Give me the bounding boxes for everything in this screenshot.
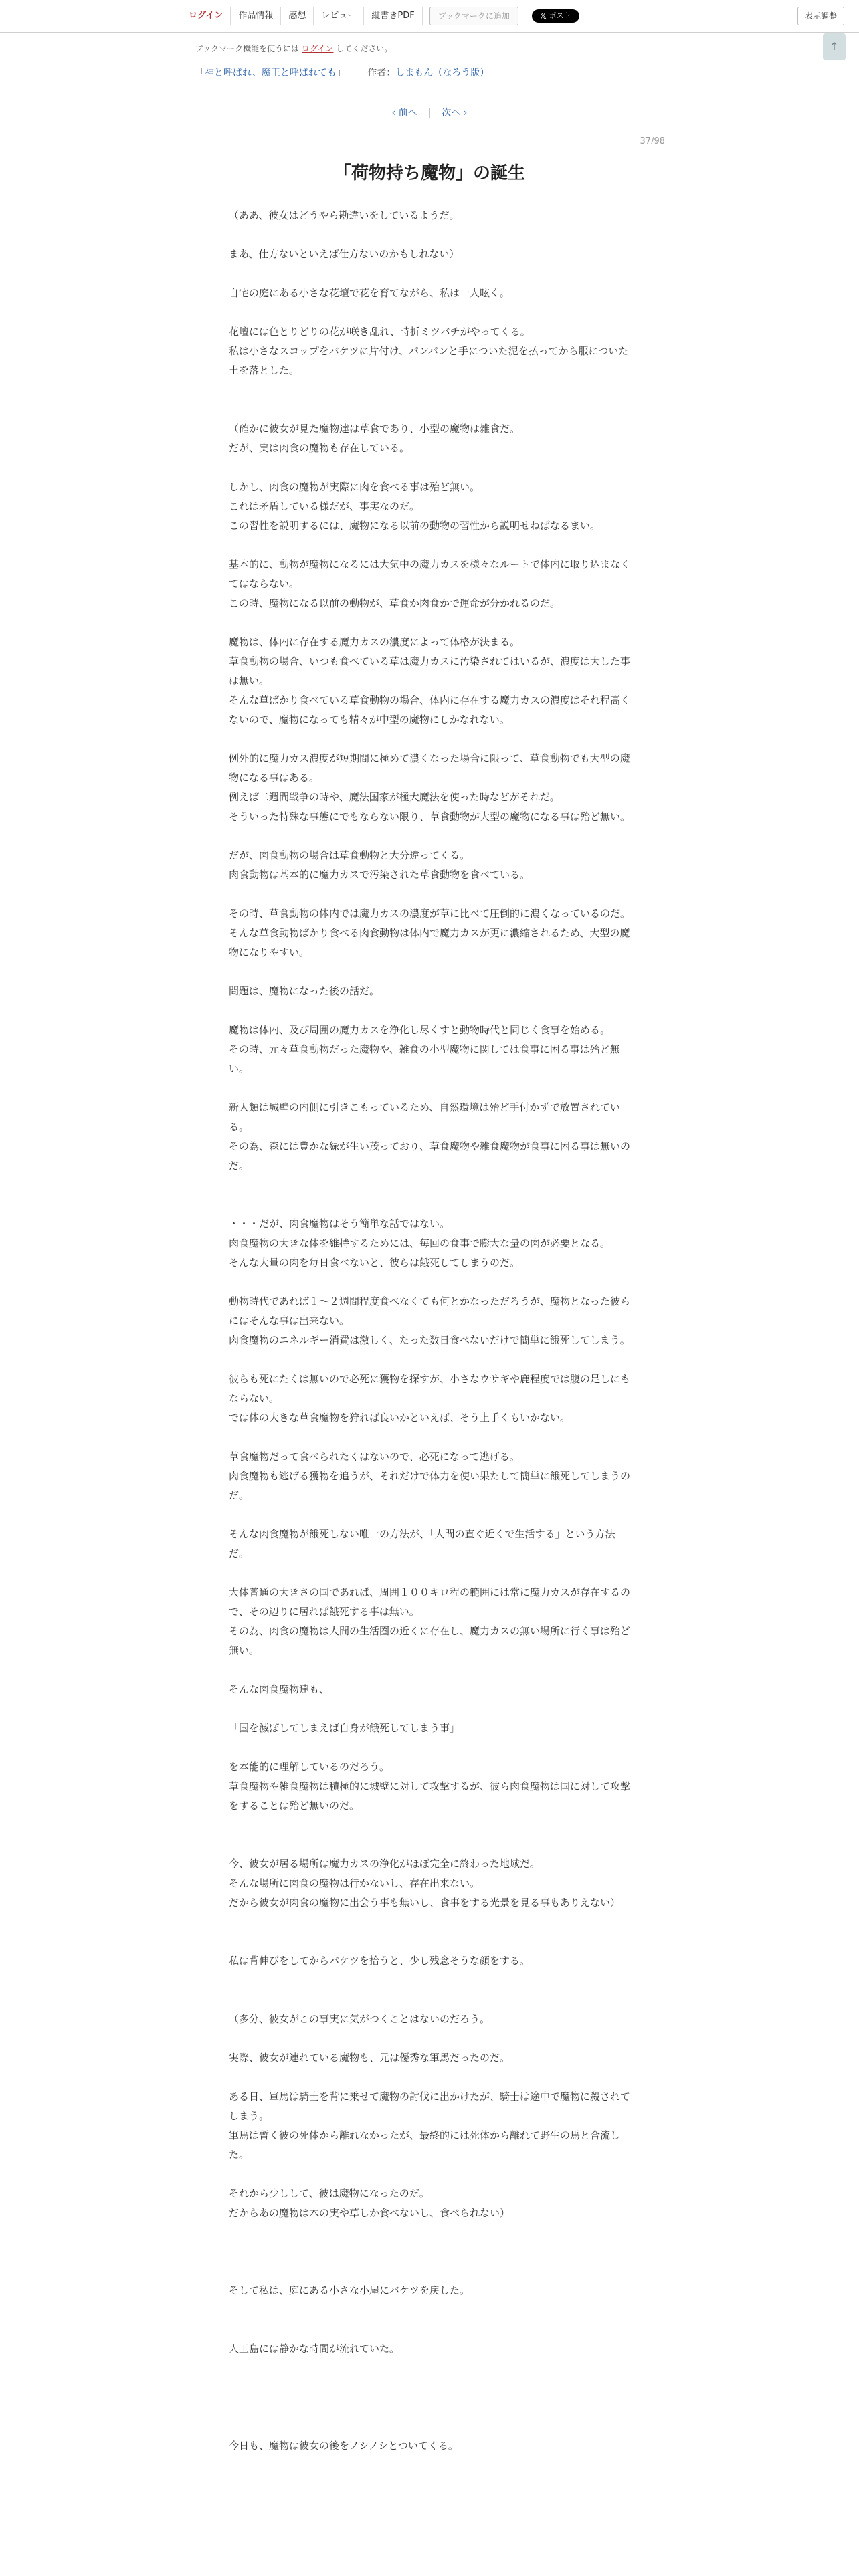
novel-paragraph xyxy=(229,536,630,555)
chapter-title: 「荷物持ち魔物」の誕生 xyxy=(333,163,525,183)
scroll-to-top-button[interactable] xyxy=(823,33,846,60)
novel-paragraph: 彼らも死にたくは無いので必死に獲物を探すが、小さなウサギや鹿程度では腹の足しにもならない。 xyxy=(229,1373,631,1404)
arrow-up-icon: ↑ xyxy=(830,40,839,53)
novel-paragraph: しかし、肉食の魔物が実際に肉を食べる事は殆ど無い。 xyxy=(229,481,480,493)
episode-pager xyxy=(0,106,859,119)
novel-paragraph: では体の大きな草食魔物を狩れば良いかといえば、そう上手くもいかない。 xyxy=(229,1412,571,1424)
novel-paragraph: 私は小さなスコップをバケツに片付け、パンパンと手についた泥を払ってから服についた土を落とした。 xyxy=(229,345,629,377)
novel-paragraph xyxy=(229,400,630,419)
novel-body xyxy=(229,206,630,2456)
novel-paragraph: 実際、彼女が連れている魔物も、元は優秀な軍馬だったのだ。 xyxy=(229,2052,510,2064)
novel-paragraph: 草食魔物や雑食魔物は積極的に城壁に対して攻撃するが、彼ら肉食魔物は国に対して攻撃をすることは殆ど無いのだ。 xyxy=(229,1780,631,1812)
novel-paragraph xyxy=(229,264,630,284)
novel-paragraph: この時、魔物になる以前の動物が、草食か肉食かで運命が分かれるのだ。 xyxy=(229,597,561,609)
novel-paragraph: を本能的に理解しているのだろう。 xyxy=(229,1761,390,1773)
novel-paragraph: 魔物は、体内に存在する魔力カスの濃度によって体格が決まる。 xyxy=(229,636,520,648)
novel-paragraph: そういった特殊な事態にでもならない限り、草食動物が大型の魔物になる事は殆ど無い。 xyxy=(229,811,631,823)
novel-paragraph: その為、肉食の魔物は人間の生活圏の近くに存在し、魔力カスの無い場所に行く事は殆ど無い。 xyxy=(229,1625,631,1656)
novel-paragraph: だから彼女が肉食の魔物に出会う事も無いし、食事をする光景を見る事もありえない） xyxy=(229,1897,621,1909)
novel-paragraph xyxy=(229,1079,630,1098)
nav-vertical-pdf-link[interactable]: 縦書きPDF xyxy=(364,7,422,25)
novel-paragraph xyxy=(229,1660,630,1680)
author-link[interactable]: しまもん（なろう版） xyxy=(395,68,490,78)
novel-paragraph xyxy=(229,1738,630,1757)
x-share-label: ポスト xyxy=(549,11,571,20)
login-notice-suffix: してください。 xyxy=(336,44,393,53)
novel-paragraph: だが、肉食動物の場合は草食動物と大分違ってくる。 xyxy=(229,849,470,861)
login-notice xyxy=(195,43,392,54)
novel-paragraph xyxy=(229,1816,630,1835)
novel-paragraph xyxy=(229,225,630,245)
novel-paragraph: だからあの魔物は木の実や草しか食べないし、食べられない） xyxy=(229,2207,510,2219)
series-close-bracket: 」 xyxy=(336,68,346,78)
novel-paragraph: 今、彼女が居る場所は魔力カスの浄化がほぼ完全に終わった地域だ。 xyxy=(229,1858,540,1870)
novel-paragraph: 基本的に、動物が魔物になるには大気中の魔力カスを様々なルートで体内に取り込まなくてはならない。 xyxy=(229,558,631,590)
novel-paragraph: 花壇には色とりどりの花が咲き乱れ、時折ミツバチがやってくる。 xyxy=(229,326,531,338)
nav-login-link[interactable]: ログイン xyxy=(181,7,231,25)
novel-paragraph xyxy=(229,613,630,633)
novel-paragraph xyxy=(229,1350,630,1370)
novel-paragraph xyxy=(229,2417,630,2436)
novel-paragraph: 自宅の庭にある小さな花壇で花を育てながら、私は一人呟く。 xyxy=(229,287,510,299)
novel-paragraph xyxy=(229,1932,630,1951)
novel-paragraph xyxy=(229,2378,630,2397)
novel-paragraph: 肉食動物は基本的に魔力カスで汚染された草食動物を食べている。 xyxy=(229,869,531,881)
x-share-button[interactable] xyxy=(532,9,579,23)
novel-paragraph xyxy=(229,1505,630,1525)
novel-paragraph xyxy=(229,827,630,846)
novel-paragraph xyxy=(229,1699,630,1719)
novel-paragraph xyxy=(229,1564,630,1583)
novel-paragraph: 肉食魔物のエネルギー消費は激しく、たった数日食べないだけで簡単に餓死してしまう。 xyxy=(229,1334,630,1346)
novel-paragraph xyxy=(229,2165,630,2184)
novel-paragraph: 草食魔物だって食べられたくはないので、必死になって逃げる。 xyxy=(229,1451,520,1463)
novel-paragraph xyxy=(229,2320,630,2339)
novel-paragraph: そんな肉食魔物が餓死しない唯一の方法が、「人間の直ぐ近くで生活する」という方法だ。 xyxy=(229,1528,615,1560)
novel-paragraph xyxy=(229,2223,630,2242)
series-info xyxy=(195,66,489,79)
login-notice-prefix: ブックマーク機能を使うには xyxy=(195,44,300,53)
next-episode-link[interactable]: 次へ › xyxy=(442,108,468,118)
nav-review-link[interactable]: レビュー xyxy=(314,7,364,25)
login-notice-link[interactable]: ログイン xyxy=(302,44,334,53)
novel-paragraph xyxy=(229,2242,630,2262)
novel-paragraph: それから少しして、彼は魔物になったのだ。 xyxy=(229,2187,430,2199)
nav-menu xyxy=(181,7,579,25)
novel-paragraph: その時、元々草食動物だった魔物や、雑食の小型魔物に関しては食事に困る事は殆ど無い。 xyxy=(229,1043,620,1075)
series-title-link[interactable]: 神と呼ばれ、魔王と呼ばれても xyxy=(205,68,337,78)
novel-paragraph xyxy=(229,381,630,400)
top-nav-bar xyxy=(0,0,859,33)
novel-paragraph xyxy=(229,1428,630,1447)
add-bookmark-button[interactable]: ブックマークに追加 xyxy=(430,7,518,25)
novel-paragraph: ・・・だが、肉食魔物はそう簡単な話ではない。 xyxy=(229,1218,450,1230)
novel-paragraph: そんな場所に肉食の魔物は行かないし、存在出来ない。 xyxy=(229,1877,480,1889)
novel-paragraph xyxy=(229,303,630,322)
novel-paragraph xyxy=(229,2359,630,2378)
novel-paragraph: 人工島には静かな時間が流れていた。 xyxy=(229,2343,400,2355)
novel-paragraph xyxy=(229,1195,630,1214)
novel-paragraph: そんな草食動物ばかり食べる肉食動物は体内で魔力カスが更に濃縮されるため、大型の魔物になりやすい。 xyxy=(229,927,630,958)
novel-paragraph: 私は背伸びをしてからバケツを拾うと、少し残念そうな顔をする。 xyxy=(229,1955,530,1967)
nav-work-info-link[interactable]: 作品情報 xyxy=(231,7,281,25)
novel-paragraph xyxy=(229,1273,630,1292)
pager-separator: | xyxy=(427,108,432,118)
novel-paragraph: そんな草ばかり食べている草食動物の場合、体内に存在する魔力カスの濃度はそれ程高くないので、魔物になっても精々が中型の魔物にしかなれない。 xyxy=(229,694,631,726)
novel-paragraph: 新人類は城壁の内側に引きこもっているため、自然環境は殆ど手付かずで放置されている。 xyxy=(229,1101,620,1133)
novel-paragraph: 軍馬は暫く彼の死体から離れなかったが、最終的には死体から離れて野生の馬と合流した。 xyxy=(229,2129,621,2161)
novel-paragraph: 今日も、魔物は彼女の後をノシノシとついてくる。 xyxy=(229,2440,458,2452)
novel-paragraph xyxy=(229,1835,630,1854)
novel-paragraph xyxy=(229,458,630,477)
novel-paragraph: 肉食魔物の大きな体を維持するためには、毎回の食事で膨大な量の肉が必要となる。 xyxy=(229,1237,611,1249)
novel-paragraph: これは矛盾している様だが、事実なのだ。 xyxy=(229,500,420,512)
novel-paragraph: 大体普通の大きさの国であれば、周囲１００キロ程の範囲には常に魔力カスが存在するので、その辺りに居れば餓死する事は無い。 xyxy=(229,1586,631,1618)
novel-paragraph xyxy=(229,1913,630,1932)
novel-paragraph xyxy=(229,2068,630,2087)
novel-paragraph: 動物時代であれば１～２週間程度食べなくても何とかなっただろうが、魔物となった彼らにはそんな事は出来ない。 xyxy=(229,1295,631,1327)
author-label: 作者： xyxy=(367,68,396,78)
novel-paragraph: 肉食魔物も逃げる獲物を追うが、それだけで体力を使い果たして簡単に餓死してしまうのだ。 xyxy=(229,1470,631,1501)
episode-number: 37/98 xyxy=(640,136,665,146)
novel-paragraph: だが、実は肉食の魔物も存在している。 xyxy=(229,442,410,454)
novel-paragraph: その時、草食動物の体内では魔力カスの濃度が草に比べて圧倒的に濃くなっているのだ。 xyxy=(229,907,631,920)
novel-paragraph: 魔物は体内、及び周囲の魔力カスを浄化し尽くすと動物時代と同じく食事を始める。 xyxy=(229,1024,611,1036)
novel-paragraph: そんな大量の肉を毎日食べないと、彼らは餓死してしまうのだ。 xyxy=(229,1257,520,1269)
novel-paragraph xyxy=(229,1971,630,1990)
novel-paragraph: （確かに彼女が見た魔物達は草食であり、小型の魔物は雑食だ。 xyxy=(229,423,520,435)
novel-paragraph xyxy=(229,962,630,982)
x-logo-icon: 𝕏 xyxy=(539,11,547,21)
novel-paragraph xyxy=(229,2262,630,2281)
novel-paragraph xyxy=(229,730,630,749)
novel-paragraph xyxy=(229,885,630,904)
novel-paragraph: 例外的に魔力カス濃度が短期間に極めて濃くなった場合に限って、草食動物でも大型の魔物になる事はある。 xyxy=(229,752,630,784)
novel-paragraph: 例えば二週間戦争の時や、魔法国家が極大魔法を使った時などがそれだ。 xyxy=(229,791,560,803)
display-settings-button[interactable]: 表示調整 xyxy=(797,7,844,25)
novel-paragraph xyxy=(229,2029,630,2048)
novel-paragraph: ある日、軍馬は騎士を背に乗せて魔物の討伐に出かけたが、騎士は途中で魔物に殺されてしまう。 xyxy=(229,2090,631,2122)
novel-paragraph: 草食動物の場合、いつも食べている草は魔力カスに汚染されてはいるが、濃度は大した事は無い。 xyxy=(229,655,631,687)
novel-paragraph xyxy=(229,2300,630,2320)
novel-paragraph xyxy=(229,1001,630,1021)
prev-episode-link[interactable]: ‹ 前へ xyxy=(391,108,417,118)
novel-paragraph: その為、森には豊かな緑が生い茂っており、草食魔物や雑食魔物が食事に困る事は無いのだ。 xyxy=(229,1140,631,1172)
novel-paragraph xyxy=(229,1176,630,1195)
novel-paragraph: （ああ、彼女はどうやら勘違いをしているようだ。 xyxy=(229,209,460,221)
novel-paragraph: そして私は、庭にある小さな小屋にバケツを戻した。 xyxy=(229,2284,470,2296)
novel-paragraph: まあ、仕方ないといえば仕方ないのかもしれない） xyxy=(229,248,460,260)
novel-paragraph: 問題は、魔物になった後の話だ。 xyxy=(229,985,380,997)
novel-paragraph xyxy=(229,2397,630,2417)
novel-paragraph xyxy=(229,1990,630,2010)
series-open-bracket: 「 xyxy=(195,68,205,78)
novel-paragraph: （多分、彼女がこの事実に気がつくことはないのだろう。 xyxy=(229,2013,490,2025)
novel-paragraph: 「国を滅ぼしてしまえば自身が餓死してしまう事」 xyxy=(229,1722,460,1734)
novel-paragraph: そんな肉食魔物達も、 xyxy=(229,1683,330,1695)
nav-impressions-link[interactable]: 感想 xyxy=(281,7,314,25)
novel-paragraph: この習性を説明するには、魔物になる以前の動物の習性から説明せねばなるまい。 xyxy=(229,520,601,532)
